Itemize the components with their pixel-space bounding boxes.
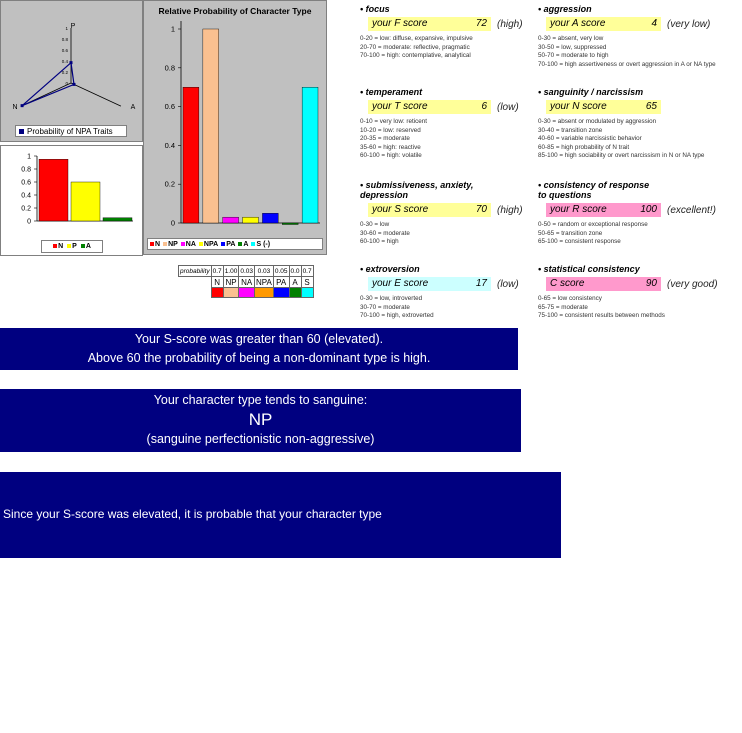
scale-range-line: 85-100 = high sociability or overt narcissism in N or NA type — [538, 152, 705, 160]
legend-item: NA — [181, 241, 196, 248]
small-tick-label: 0 — [27, 218, 31, 226]
radar-tick-label: 0.2 — [61, 70, 68, 75]
legend-swatch — [251, 242, 255, 246]
score-box — [368, 203, 491, 217]
scale-title: • consistency of response — [538, 180, 650, 190]
score-note: (high) — [497, 18, 523, 30]
legend-item: A — [238, 241, 248, 248]
bar-npa — [243, 217, 259, 223]
score-box — [368, 17, 491, 31]
probability-spacer — [179, 288, 212, 298]
bar-na — [223, 217, 239, 223]
type-description: (sanguine perfectionistic non-aggressive) — [146, 432, 375, 446]
small-tick-label: 0.8 — [21, 166, 31, 174]
bar-p — [71, 182, 100, 221]
score-row — [368, 203, 560, 217]
probability-color-cell — [211, 288, 223, 298]
paragraph-line-2: is non-dominant: perfectionistic borderline (N-P) or passive aggressive (NPA- or NPA=). — [3, 556, 474, 571]
bar-a — [103, 218, 132, 221]
score-value: 72 — [475, 18, 487, 29]
radar-legend-label: Probability of NPA Traits — [27, 127, 113, 136]
score-value: 4 — [651, 18, 657, 29]
character-type-legend — [147, 238, 323, 250]
score-label: your T score — [372, 101, 428, 112]
scale-range-line: 0-30 = low — [360, 221, 390, 228]
radar-tick-label: 0 — [65, 81, 68, 86]
probability-header: NPA — [256, 277, 272, 287]
score-label: C score — [550, 278, 585, 289]
big-tick-label: 0.2 — [164, 179, 175, 189]
score-row — [368, 17, 560, 31]
probability-header: NA — [239, 277, 255, 288]
scale-range-line: 65-100 = consistent response — [538, 238, 621, 246]
radar-axis-a: A — [130, 104, 136, 111]
legend-item: N — [53, 243, 63, 250]
scale-range-line: 60-100 = high: volatile — [360, 152, 422, 160]
scale-range-line: 0-30 = absent, very low — [538, 35, 604, 42]
score-box — [368, 277, 491, 291]
character-type-chart-panel — [143, 0, 327, 255]
big-tick-label: 0.8 — [164, 63, 175, 73]
scale-range-line: 30-50 = low, suppressed — [538, 43, 607, 51]
scale-title: • extroversion — [360, 264, 420, 274]
score-box — [546, 203, 661, 217]
score-label: your E score — [372, 278, 429, 289]
probability-color-cell — [255, 288, 274, 298]
scale-title: • sanguinity / narcissism — [538, 87, 644, 97]
big-tick-label: 0.6 — [164, 102, 175, 112]
scale-range-line: 0-65 = low consistency — [538, 295, 602, 302]
npa-bar-legend — [41, 240, 103, 253]
radar-tick-label: 0.8 — [61, 37, 68, 42]
score-value: 17 — [475, 278, 487, 289]
score-value: 65 — [645, 101, 657, 112]
score-value: 100 — [640, 204, 657, 215]
scale-range-line: 10-20 = low: reserved — [360, 126, 421, 134]
bar-a — [282, 223, 298, 225]
score-note: (very good) — [667, 278, 718, 290]
scale-range-line: 60-85 = high probability of N trait — [538, 143, 630, 151]
radar-chart — [1, 1, 142, 141]
scale-submissiveness — [360, 180, 560, 247]
probability-value: 1.00 — [224, 267, 238, 275]
big-tick-label: 0 — [170, 218, 175, 228]
legend-swatch — [67, 244, 71, 248]
score-row — [546, 17, 738, 31]
legend-swatch — [81, 244, 85, 248]
probability-header: N — [211, 277, 223, 288]
probability-value: 0.7 — [302, 267, 312, 275]
score-value: 90 — [645, 278, 657, 289]
scale-range-line: 0-20 = low: diffuse, expansive, impulsive — [360, 35, 473, 42]
bar-n — [183, 87, 199, 223]
big-tick-label: 1 — [170, 24, 175, 34]
scale-aggression — [538, 4, 738, 69]
probability-value: 0.03 — [240, 267, 253, 275]
score-value: 6 — [481, 101, 487, 112]
legend-item: N — [150, 241, 160, 248]
scale-sanguinity — [538, 87, 738, 161]
probability-header: PA — [273, 277, 289, 288]
scale-range-line: 70-100 = high assertiveness or overt aggression in A or NA type — [538, 60, 716, 68]
paragraph-line-4: The low A score may reflect an inhibited trait of aggression in “passive aggressive” types. — [3, 700, 475, 715]
small-tick-label: 0.2 — [21, 205, 31, 213]
score-label: your A score — [550, 18, 606, 29]
score-row — [546, 203, 738, 217]
legend-item: NP — [163, 241, 178, 248]
legend-swatch — [199, 242, 203, 246]
scale-range-line: 50-65 = transition zone — [538, 229, 603, 237]
radar-axis-n: N — [12, 104, 18, 111]
bar-pa — [262, 213, 278, 223]
radar-tick-label: 0.4 — [61, 59, 68, 64]
legend-swatch — [221, 242, 225, 246]
small-tick-label: 0.6 — [21, 179, 31, 187]
score-note: (low) — [497, 101, 519, 113]
scale-focus — [360, 4, 560, 61]
score-note: (excellent!) — [667, 204, 716, 216]
radar-point — [72, 83, 75, 86]
npa-bar-chart — [1, 146, 142, 241]
probability-value: 0.7 — [212, 267, 222, 275]
score-label: your R score — [550, 204, 607, 215]
legend-item: NPA — [199, 241, 218, 248]
bar-np — [203, 29, 219, 223]
legend-swatch — [163, 242, 167, 246]
npa-bar-chart-panel — [0, 145, 143, 256]
legend-swatch — [238, 242, 242, 246]
probability-label: probability — [180, 267, 210, 275]
legend-item: P — [67, 243, 77, 250]
scale-range-line: 30-70 = moderate — [360, 303, 410, 311]
probability-value: 0.0 — [290, 267, 300, 275]
score-box — [368, 100, 491, 114]
big-tick-label: 0.4 — [164, 140, 175, 150]
scale-title: • statistical consistency — [538, 264, 640, 274]
score-box — [546, 17, 661, 31]
radar-axis-line — [71, 83, 121, 106]
probability-value: 0.05 — [274, 267, 288, 275]
scale-range-line: 30-40 = transition zone — [538, 126, 603, 134]
probability-color-cell — [289, 288, 301, 298]
probability-header: S — [301, 277, 313, 288]
probability-value: 0.03 — [255, 266, 274, 277]
scale-title: • submissiveness, anxiety, — [360, 180, 474, 190]
character-type-message — [0, 389, 521, 452]
scale-range-line: 0-10 = very low: reticent — [360, 118, 428, 125]
score-box — [546, 100, 661, 114]
legend-swatch — [181, 242, 185, 246]
legend-swatch — [150, 242, 154, 246]
small-tick-label: 1 — [27, 153, 31, 161]
radar-tick-label: 0.6 — [61, 48, 68, 53]
type-intro: Your character type tends to sanguine: — [153, 393, 368, 407]
legend-item: A — [81, 243, 91, 250]
scale-range-line: 30-60 = moderate — [360, 229, 410, 237]
score-row — [546, 100, 738, 114]
legend-swatch — [53, 244, 57, 248]
score-box — [546, 277, 661, 291]
score-label: your F score — [372, 18, 428, 29]
interpretation-paragraph — [0, 472, 561, 715]
scale-title-2: depression — [360, 190, 409, 200]
legend-item: PA — [221, 241, 235, 248]
radar-tick-label: 1 — [65, 26, 68, 31]
scale-range-line: 60-100 = high — [360, 238, 399, 246]
scale-title: • temperament — [360, 87, 423, 97]
score-note: (high) — [497, 204, 523, 216]
probability-color-cell — [301, 288, 313, 298]
probability-color-cell — [273, 288, 289, 298]
scale-range-line: 70-100 = high, extroverted — [360, 312, 434, 320]
scale-range-line: 65-75 = moderate — [538, 303, 588, 311]
paragraph-line-1: Since your S-score was elevated, it is probable that your character type — [3, 507, 382, 521]
scale-title: • focus — [360, 4, 390, 14]
scale-range-line: 0-50 = random or exceptional response — [538, 221, 648, 228]
radar-legend — [15, 125, 127, 137]
scale-range-line: 75-100 = consistent results between methods — [538, 312, 665, 320]
score-note: (very low) — [667, 18, 711, 30]
paragraph-spacer — [3, 655, 558, 667]
scale-range-line: 40-60 = variable narcissistic behavior — [538, 135, 642, 143]
radar-axis-p: P — [70, 23, 76, 30]
bar-s — [302, 87, 318, 223]
score-row — [368, 277, 560, 291]
plot-area — [181, 21, 320, 223]
radar-point — [21, 104, 24, 107]
legend-swatch — [19, 129, 24, 134]
score-label: your S score — [372, 204, 429, 215]
scale-consistency — [538, 180, 738, 247]
score-row — [368, 100, 560, 114]
probability-table — [178, 265, 314, 298]
chart-title: Relative Probability of Character Type — [158, 6, 312, 16]
scale-range-line: 0-30 = low, introverted — [360, 295, 423, 302]
scale-range-line: 70-100 = high: contemplative, analytical — [360, 52, 471, 60]
score-row — [546, 277, 738, 291]
s-score-line-1: Your S-score was greater than 60 (elevated). — [134, 332, 384, 346]
score-value: 70 — [475, 204, 487, 215]
probability-color-cell — [239, 288, 255, 298]
scale-statistical — [538, 264, 738, 321]
radar-point — [70, 61, 73, 64]
s-score-line-2: Above 60 the probability of being a non-dominant type is high. — [87, 351, 431, 365]
type-code: NP — [248, 410, 273, 429]
scale-title: • aggression — [538, 4, 592, 14]
s-score-message — [0, 328, 518, 370]
radar-chart-panel — [0, 0, 143, 142]
scale-extroversion — [360, 264, 560, 321]
character-type-bar-chart — [144, 1, 326, 234]
scale-range-line: 0-30 = absent or modulated by aggression — [538, 118, 657, 125]
probability-header: NP — [223, 277, 239, 288]
probability-header: A — [289, 277, 301, 288]
probability-spacer — [179, 277, 212, 288]
scale-range-line: 20-35 = moderate — [360, 135, 410, 143]
score-note: (low) — [497, 278, 519, 290]
scale-range-line: 35-60 = high: reactive — [360, 143, 421, 151]
paragraph-line-3: Consider also the possibility of N type, or NA- passive aggressive type. — [3, 606, 380, 620]
bar-n — [39, 159, 68, 221]
small-tick-label: 0.4 — [21, 192, 31, 200]
scale-range-line: 20-70 = moderate: reflective, pragmatic — [360, 43, 470, 51]
score-label: your N score — [550, 101, 607, 112]
legend-item: S (-) — [251, 241, 270, 248]
scale-temperament — [360, 87, 560, 161]
scale-range-line: 50-70 = moderate to high — [538, 52, 609, 60]
scale-title-2: to questions — [538, 190, 592, 200]
probability-color-cell — [223, 288, 239, 298]
